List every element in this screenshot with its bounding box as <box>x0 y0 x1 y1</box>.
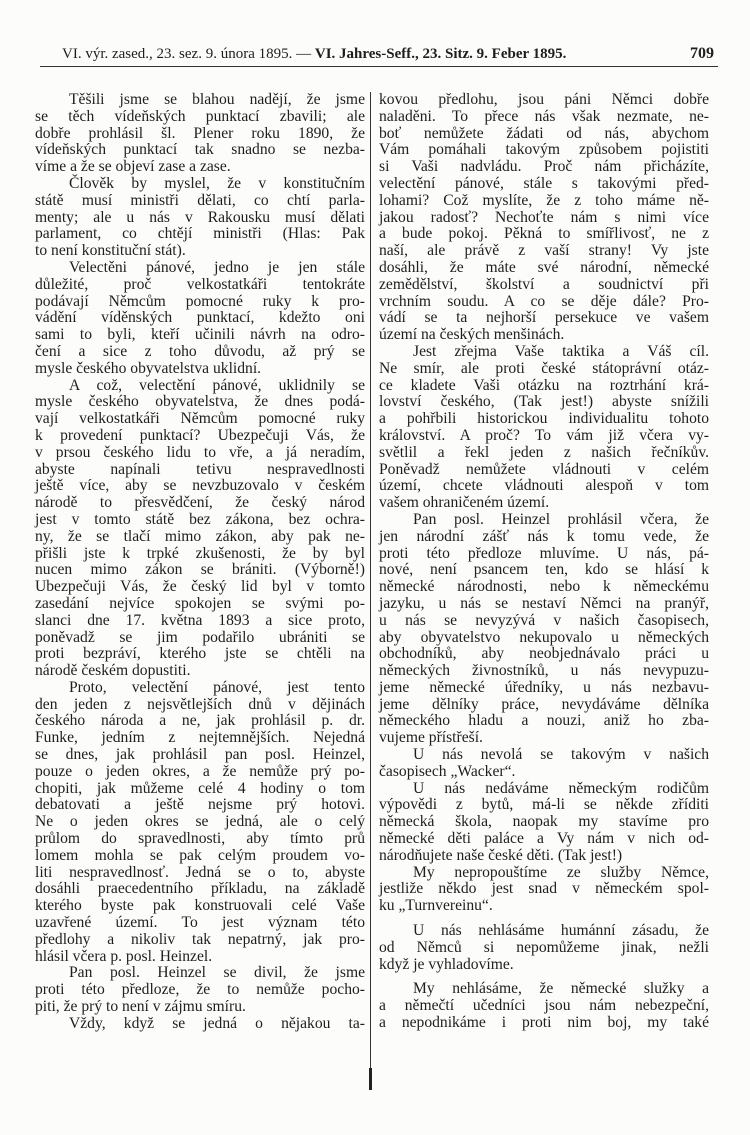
paragraph <box>379 865 709 915</box>
text-line: a bude pokoj. Pěkná to smířlivosť, ne z <box>379 225 709 243</box>
header-title-german: VI. Jahres-Seff., 23. Sitz. 9. Feber 1895. <box>314 46 567 62</box>
text-line: to není konstituční stát). <box>35 242 186 260</box>
text-line: ce kladete Vaši otázku na roztrhání krá- <box>379 376 709 394</box>
text-line: území na českých menšinách. <box>379 326 565 344</box>
text-line: lovství českého, (Tak jest!) abyste snížili <box>379 393 709 411</box>
text-line: proti této předloze, že to nemůže pocho- <box>35 981 365 999</box>
text-line: u nás se nevyzývá v našich časopisech, <box>379 611 709 629</box>
paragraph <box>379 747 709 781</box>
text-line: ještě více, aby se nevzbuzovalo v českém <box>35 477 365 495</box>
header-rule <box>40 66 718 67</box>
paragraph <box>379 781 709 865</box>
text-line: hlásil včera p. posl. Heinzel. <box>35 947 213 965</box>
text-line: národě to přesvědčení, že český národ <box>35 494 365 512</box>
text-line: národě českém dopustiti. <box>35 662 191 680</box>
header-title <box>62 44 648 64</box>
page-number: 709 <box>690 45 714 62</box>
text-line: a pohřbili historickou individualitu tohoto <box>379 410 709 428</box>
paragraph <box>35 680 365 966</box>
text-line: území, chcete vládnouti alespoň v tom <box>379 477 709 495</box>
text-line: důležité, proč velkostatkáři tentokráte <box>35 275 365 293</box>
text-line: Ne smír, ale proti české státoprávní otáz- <box>379 359 709 377</box>
text-line: jazyku, u nás se nestaví Němci na pranýř, <box>379 594 709 612</box>
text-line: uzavřené území. To jest význam této <box>35 914 365 932</box>
text-line: kovou předlohu, jsou páni Němci dobře <box>379 91 709 108</box>
text-line: vašem ohraničeném území. <box>379 494 550 512</box>
column-divider-end <box>369 1068 372 1090</box>
paragraph <box>379 512 709 747</box>
text-line: jeme německé úředníky, u nás nezbavu- <box>379 678 709 696</box>
paragraph <box>35 260 365 378</box>
text-line: dosáhli praecedentního příkladu, na základě <box>35 880 365 898</box>
paragraph <box>35 378 365 680</box>
text-line: Pan posl. Heinzel prohlásil včera, že <box>413 510 709 528</box>
running-header <box>40 44 718 64</box>
text-line: A což, velectění pánové, uklidnily se <box>69 376 365 394</box>
paragraph <box>379 981 709 1031</box>
text-line: Poněvadž nemůžete vládnouti v celém <box>379 460 709 478</box>
paragraph <box>379 344 709 512</box>
text-line: zasedání nejvíce spokojen se svými po- <box>35 594 365 612</box>
text-line: německá škola, naopak my stavíme pro <box>379 813 709 831</box>
text-line: menty; ale u nás v Rakousku musí dělati <box>35 208 365 226</box>
text-line: jen národní zášť nás k tomu vede, že <box>379 527 709 545</box>
text-line: kterého byste pak konstruovali celé Vaše <box>35 897 365 915</box>
text-line: vají velkostatkáři Němcům pomocné ruky <box>35 410 365 428</box>
text-line: světlil a řekl jeden z našich řečníkův. <box>379 443 709 461</box>
text-line: vrchním soudu. A co se děje dále? Pro- <box>379 292 709 310</box>
paragraph <box>35 92 365 176</box>
text-line: My nehlásáme, že německé služky a <box>413 980 709 998</box>
text-line: v prsou českého lidu to vře, a já neradím, <box>35 443 365 461</box>
text-line: vídeňských punktací tak snadno se nezba- <box>35 141 365 159</box>
paragraph <box>379 923 709 973</box>
text-line: naladěni. To přece nás však nezmate, ne- <box>379 107 709 125</box>
left-column <box>35 92 365 1033</box>
text-line: lomem mohla se pak celým proudem vo- <box>35 846 365 864</box>
text-line: německé národnosti, nebo k německému <box>379 578 709 596</box>
text-line: Proto, velectění pánové, jest tento <box>69 678 365 696</box>
text-line: nucen mimo zákon se brániti. (Výborně!) <box>35 561 365 579</box>
text-line: dobře prohlásil šl. Plener roku 1890, že <box>35 124 365 142</box>
text-line: ny, že se tlačí mimo zákon, aby pak ne- <box>35 527 365 545</box>
text-line: předlohy a nikoliv tak nepatrný, jak pro- <box>35 930 365 948</box>
text-line: víme a že se objeví zase a zase. <box>35 158 231 176</box>
text-line: Velectěni pánové, jedno je jen stále <box>69 258 365 276</box>
text-line: království. A proč? To vám již včera vy- <box>379 426 709 444</box>
text-line: nové, není psancem ten, kdo se hlásí k <box>379 561 709 579</box>
text-line: průlom do spravedlnosti, aby tímto prů <box>35 830 365 848</box>
text-line: a nepodnikáme i proti nim boj, my také <box>379 1014 709 1032</box>
text-line: aby obyvatelstvo nekupovalo u německých <box>379 628 709 646</box>
text-line: U nás nehlásáme humánní zásadu, že <box>413 922 709 940</box>
text-line: německé děti paláce a Vy nám v nich od- <box>379 830 709 848</box>
paragraph <box>379 92 709 344</box>
text-line: od Němců si nepomůžeme jinak, nežli <box>379 938 709 956</box>
text-line: U nás nevolá se takovým v našich <box>413 746 709 764</box>
text-line: jest v tomto státě bez zákona, bez ochra- <box>35 510 365 528</box>
text-line: Jest zřejma Vaše taktika a Váš cíl. <box>413 342 709 360</box>
text-line: se dnes, jak prohlásil pan posl. Heinzel, <box>35 746 365 764</box>
text-line: poněvadž se jim podařilo ubrániti se <box>35 628 365 646</box>
text-line: Člověk by myslel, že v konstitučním <box>69 174 365 192</box>
text-line: čení a sice z toho důvodu, až prý se <box>35 342 365 360</box>
text-line: výpovědi z bytů, má-li se někde zříditi <box>379 796 709 814</box>
text-line: jakou radosť? Nechoťte nám s nimi více <box>379 208 709 226</box>
text-line: a němečtí učedníci jsou nám nebezpeční, <box>379 997 709 1015</box>
text-line: k provedení punktací? Ubezpečuji Vás, že <box>35 426 365 444</box>
text-line: vujeme přístřeší. <box>379 729 483 747</box>
paragraph <box>35 176 365 260</box>
text-line: národňujete naše české děti. (Tak jest!) <box>379 846 623 864</box>
text-line: den jeden z nejsvětlejších dnů v dějinách <box>35 695 365 713</box>
text-line: parlament, co chtějí ministři (Hlas: Pak <box>35 225 365 243</box>
text-line: proti této předloze mluvíme. U nás, pá- <box>379 544 709 562</box>
text-line: proti bezpráví, kterého jste se chtěli na <box>35 645 365 663</box>
text-line: chopiti, jak můžeme celé 4 hodiny o tom <box>35 779 365 797</box>
text-line: zemědělství, školství a soudnictví při <box>379 275 709 293</box>
text-line: obchodníků, aby neobjednávalo práci u <box>379 645 709 663</box>
text-line: se těch vídeňských punktací zbavili; ale <box>35 107 365 125</box>
text-line: slanci dne 17. května 1893 a sice proto, <box>35 611 365 629</box>
text-line: My nepropouštíme ze služby Němce, <box>413 863 709 881</box>
text-line: přišli jste k trpké zkušenosti, že by byl <box>35 544 365 562</box>
text-line: Vždy, když se jedná o nějakou ta- <box>69 1014 365 1032</box>
paragraph <box>35 965 365 1015</box>
text-line: Ne o jeden okres se jedná, ale o celý <box>35 813 365 831</box>
text-line: jeme dělníky práce, nevydáváme dělníka <box>379 695 709 713</box>
text-line: liti nespravedlnosť. Jedná se o to, abyste <box>35 863 365 881</box>
text-line: naší, ale právě z vaší strany! Vy jste <box>379 242 709 260</box>
text-line: Vám pomáhali takovým způsobem pojistiti <box>379 141 709 159</box>
text-line: U nás nedáváme německým rodičům <box>413 779 709 797</box>
text-line: si Vaši nadvládu. Proč nám přicházíte, <box>379 158 709 176</box>
paragraph <box>35 1016 365 1033</box>
text-line: českého národa a ne, jak prohlásil p. dr. <box>35 712 365 730</box>
text-line: mysle českého obyvatelstva, že dnes podá- <box>35 393 365 411</box>
text-line: Pan posl. Heinzel se divil, že jsme <box>69 964 365 982</box>
text-line: lohami? Což myslíte, že z toho máme ně- <box>379 191 709 209</box>
text-line: ku „Turnvereinu“. <box>379 897 493 915</box>
text-line: německého hladu a nouzi, aniž ho zba- <box>379 712 709 730</box>
text-line: státě musí ministři dělati, co chtí parla- <box>35 191 365 209</box>
text-line: mysle českého obyvatelstva uklidní. <box>35 359 262 377</box>
text-line: Funke, jedním z nejtemnějších. Nejedná <box>35 729 365 747</box>
text-line: německých živnostníků, u nás nevypuzu- <box>379 662 709 680</box>
text-line: časopisech „Wacker“. <box>379 762 516 780</box>
text-line: vádění víděnských punktací, kdežto oni <box>35 309 365 327</box>
text-line: sami to byli, kteří učinili návrh na odro- <box>35 326 365 344</box>
right-column <box>379 92 709 1032</box>
text-line: Ubezpečuji Vás, že český lid byl v tomto <box>35 578 365 596</box>
text-line: abyste napínali tetivu nespravedlnosti <box>35 460 365 478</box>
text-line: dosáhli, že máte své národní, německé <box>379 258 709 276</box>
text-line: když je vyhladovíme. <box>379 955 514 973</box>
column-divider <box>370 92 371 1090</box>
text-line: Těšili jsme se blahou nadějí, že jsme <box>69 91 365 108</box>
text-line: podávají Němcům pomocné ruky k pro- <box>35 292 365 310</box>
text-line: piti, že prý to není v zájmu smíru. <box>35 998 246 1016</box>
text-line: pouze o jeden okres, a že nemůže prý po- <box>35 762 365 780</box>
text-line: boť nemůžete žádati od nás, abychom <box>379 124 709 142</box>
text-line: jestliže někdo jest snad v německém spol- <box>379 880 709 898</box>
text-line: vádí se ta nejhorší persekuce ve vašem <box>379 309 709 327</box>
text-line: debatovati a ještě nejsme prý hotovi. <box>35 796 365 814</box>
text-line: velectění pánové, stále s takovými před- <box>379 174 709 192</box>
header-title-czech: VI. výr. zased., 23. sez. 9. února 1895. — <box>62 46 312 62</box>
